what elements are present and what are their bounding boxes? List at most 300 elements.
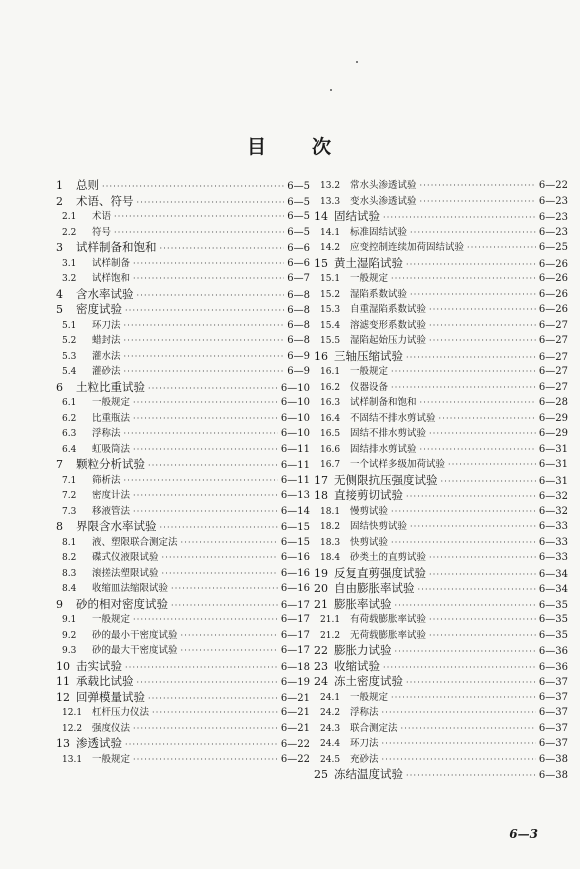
toc-chapter-entry[interactable] [314, 767, 568, 783]
entry-page: 6—15 [280, 536, 310, 548]
toc-section-entry[interactable] [314, 705, 568, 721]
entry-page: 6—37 [538, 691, 568, 703]
dot-leader [429, 567, 536, 583]
dot-leader [406, 489, 536, 505]
entry-page: 6—26 [538, 304, 568, 315]
entry-page: 6—26 [538, 273, 568, 284]
entry-title: 收缩皿法缩限试验 [92, 583, 169, 594]
toc-section-entry[interactable] [56, 721, 310, 737]
toc-section-entry[interactable] [56, 752, 310, 768]
entry-title: 试样制备和饱和 [76, 240, 157, 254]
toc-chapter-entry[interactable] [56, 674, 310, 690]
entry-number: 15.2 [320, 289, 341, 300]
dot-leader [382, 705, 536, 721]
toc-section-entry[interactable] [314, 752, 568, 768]
dot-leader [125, 737, 278, 753]
toc-section-entry[interactable] [314, 628, 568, 644]
toc-chapter-entry[interactable] [56, 457, 310, 473]
toc-section-entry[interactable] [314, 426, 568, 442]
dot-leader [124, 318, 285, 334]
toc-chapter-entry[interactable] [56, 302, 310, 318]
entry-title: 碟式仪液限试验 [92, 552, 159, 563]
entry-number: 24.2 [320, 708, 341, 718]
toc-chapter-entry[interactable] [56, 519, 310, 535]
entry-page: 6—17 [280, 599, 310, 611]
entry-number: 3.2 [62, 274, 77, 284]
entry-title: 冻土密度试验 [334, 674, 403, 688]
entry-page: 6—10 [280, 412, 310, 424]
dot-leader [133, 442, 278, 458]
entry-title: 试样制备 [92, 257, 131, 269]
entry-title: 试样制备和饱和 [350, 397, 417, 408]
entry-page: 6—37 [538, 677, 568, 688]
dot-leader [391, 380, 536, 396]
entry-page: 6—33 [538, 521, 568, 532]
entry-page: 6—28 [538, 397, 568, 408]
entry-page: 6—10 [280, 397, 310, 408]
entry-title: 砂的相对密度试验 [76, 596, 168, 611]
toc-chapter-entry[interactable] [56, 194, 310, 210]
entry-page: 6—15 [280, 522, 310, 533]
toc-section-entry[interactable] [314, 411, 568, 427]
entry-title: 颗粒分析试验 [76, 457, 145, 471]
toc-section-entry[interactable] [56, 318, 310, 334]
entry-title: 一般规定 [350, 691, 389, 703]
entry-number: 17 [314, 473, 328, 487]
dot-leader [406, 675, 536, 691]
entry-title: 术语、符号 [76, 193, 134, 208]
entry-title: 直接剪切试验 [334, 488, 403, 502]
entry-title: 砂的最小干密度试验 [92, 629, 178, 641]
toc-section-entry[interactable] [56, 504, 310, 520]
dot-leader [383, 210, 536, 226]
dot-leader [124, 333, 285, 349]
entry-title: 三轴压缩试验 [334, 348, 403, 363]
entry-number: 11 [56, 675, 70, 688]
entry-title: 总则 [76, 178, 99, 192]
entry-page: 6—34 [538, 584, 568, 595]
entry-title: 湿陷起始压力试验 [350, 335, 427, 346]
entry-number: 22 [314, 644, 328, 657]
entry-title: 滚搓法塑限试验 [92, 567, 159, 579]
toc-title-char-2: 次 [312, 136, 334, 158]
entry-title: 慢剪试验 [350, 505, 389, 517]
toc-section-entry[interactable] [56, 225, 310, 241]
dot-leader [171, 581, 278, 597]
entry-page: 6—27 [538, 335, 568, 346]
toc-section-entry[interactable] [56, 628, 310, 644]
entry-title: 自由膨胀率试验 [334, 581, 415, 595]
entry-page: 6—9 [287, 366, 310, 377]
toc-chapter-entry[interactable] [56, 240, 310, 256]
toc-section-entry[interactable] [314, 690, 568, 706]
toc-section-entry[interactable] [56, 256, 310, 272]
dot-leader [181, 643, 278, 659]
toc-section-entry[interactable] [314, 318, 568, 334]
toc-section-entry[interactable] [56, 395, 310, 411]
entry-page: 6—8 [287, 289, 310, 301]
toc-chapter-entry[interactable] [314, 566, 568, 582]
entry-page: 6—9 [287, 350, 310, 362]
dot-leader [114, 225, 284, 241]
entry-number: 21.2 [320, 630, 341, 641]
entry-title: 比重瓶法 [92, 412, 131, 424]
toc-chapter-entry[interactable] [314, 643, 568, 659]
entry-number: 9.1 [62, 615, 77, 625]
dot-leader [401, 721, 536, 737]
toc-chapter-entry[interactable] [314, 209, 568, 225]
entry-title: 灌砂法 [92, 366, 121, 377]
dot-leader [410, 287, 536, 303]
dot-leader [429, 612, 536, 628]
toc-section-entry[interactable] [56, 535, 310, 551]
entry-title: 环刀法 [350, 738, 379, 749]
entry-number: 25 [314, 768, 328, 781]
dot-leader [162, 566, 278, 582]
dot-leader [391, 690, 536, 706]
entry-page: 6—26 [538, 258, 568, 270]
entry-page: 6—33 [538, 536, 568, 548]
dot-leader [391, 271, 536, 287]
entry-page: 6—18 [280, 661, 310, 673]
entry-title: 不固结不排水剪试验 [350, 412, 436, 424]
entry-title: 一个试样多级加荷试验 [350, 459, 446, 470]
dot-leader [406, 350, 536, 366]
entry-number: 5 [56, 303, 63, 316]
entry-page: 6—6 [287, 243, 310, 254]
toc-left-column [56, 178, 310, 767]
entry-title: 一般规定 [92, 397, 131, 408]
entry-page: 6—23 [538, 195, 568, 207]
dot-leader [439, 411, 536, 427]
entry-number: 10 [56, 659, 70, 673]
entry-number: 18.4 [320, 553, 341, 563]
toc-chapter-entry[interactable] [56, 659, 310, 675]
toc-section-entry[interactable] [314, 271, 568, 287]
toc-chapter-entry[interactable] [314, 674, 568, 690]
entry-page: 6—17 [280, 645, 310, 656]
entry-title: 快剪试验 [350, 536, 389, 548]
toc-chapter-entry[interactable] [56, 178, 310, 194]
toc-section-entry[interactable] [314, 535, 568, 551]
entry-title: 土粒比重试验 [76, 379, 145, 394]
entry-number: 16.1 [320, 367, 341, 377]
entry-title: 固结快剪试验 [350, 521, 408, 532]
entry-title: 固结排水剪试验 [350, 443, 417, 455]
entry-number: 12 [56, 690, 70, 704]
toc-section-entry[interactable] [56, 581, 310, 597]
entry-page: 6—29 [538, 412, 568, 424]
entry-number: 24.1 [320, 692, 341, 703]
entry-number: 18.3 [320, 537, 341, 548]
entry-number: 8.4 [62, 584, 77, 594]
entry-page: 6—32 [538, 505, 568, 517]
entry-title: 含水率试验 [76, 286, 134, 301]
toc-section-entry[interactable] [314, 550, 568, 566]
dot-leader [429, 426, 536, 442]
entry-number: 24 [314, 675, 328, 688]
dot-leader [429, 550, 536, 566]
toc-section-entry[interactable] [314, 225, 568, 241]
entry-title: 浮称法 [350, 707, 379, 718]
toc-section-entry[interactable] [314, 364, 568, 380]
entry-title: 固结试验 [334, 209, 380, 223]
entry-title: 蜡封法 [92, 335, 121, 346]
entry-page: 6—19 [280, 677, 310, 688]
entry-page: 6—26 [538, 288, 568, 300]
entry-title: 冻结温度试验 [334, 767, 403, 781]
toc-section-entry[interactable] [56, 209, 310, 225]
entry-page: 6—21 [280, 692, 310, 704]
entry-number: 16.2 [320, 382, 341, 393]
entry-title: 砂类土的直剪试验 [350, 552, 427, 563]
dot-leader [114, 209, 284, 225]
entry-title: 强度仪法 [92, 722, 131, 734]
toc-title [0, 132, 580, 159]
entry-title: 一般规定 [350, 366, 389, 377]
dot-leader [133, 488, 278, 504]
toc-section-entry[interactable] [314, 380, 568, 396]
toc-section-entry[interactable] [56, 705, 310, 721]
entry-number: 6.1 [62, 398, 77, 408]
entry-page: 6—38 [538, 753, 568, 765]
toc-section-entry[interactable] [314, 504, 568, 520]
entry-page: 6—8 [287, 305, 310, 316]
entry-number: 6.4 [62, 444, 77, 455]
entry-number: 7 [56, 458, 63, 471]
toc-chapter-entry[interactable] [314, 597, 568, 613]
dot-leader [467, 240, 536, 256]
toc-section-entry[interactable] [314, 178, 568, 194]
dot-leader [137, 195, 285, 211]
entry-title: 筛析法 [92, 474, 121, 486]
dot-leader [429, 333, 536, 349]
toc-chapter-entry[interactable] [56, 690, 310, 706]
entry-number: 7.1 [62, 475, 77, 486]
entry-page: 6—27 [538, 381, 568, 393]
entry-title: 无侧限抗压强度试验 [334, 472, 438, 487]
entry-number: 24.3 [320, 723, 341, 734]
toc-section-entry[interactable] [314, 240, 568, 256]
entry-page: 6—36 [538, 661, 568, 673]
entry-number: 13 [56, 737, 70, 750]
toc-chapter-entry[interactable] [314, 581, 568, 597]
entry-page: 6—21 [280, 707, 310, 718]
entry-number: 6.2 [62, 413, 77, 424]
entry-number: 14 [314, 210, 328, 223]
dot-leader [148, 458, 278, 474]
entry-number: 20 [314, 582, 328, 595]
entry-number: 4 [56, 287, 63, 301]
toc-chapter-entry[interactable] [56, 287, 310, 303]
dot-leader [160, 520, 278, 536]
scan-speck [330, 89, 332, 91]
dot-leader [391, 504, 536, 520]
entry-page: 6—5 [287, 211, 310, 222]
dot-leader [429, 628, 536, 644]
entry-number: 2 [56, 194, 63, 208]
dot-leader [418, 582, 536, 598]
toc-section-entry[interactable] [56, 643, 310, 659]
entry-number: 14.1 [320, 227, 341, 238]
toc-section-entry[interactable] [314, 442, 568, 458]
entry-page: 6—37 [538, 738, 568, 749]
toc-section-entry[interactable] [314, 457, 568, 473]
toc-section-entry[interactable] [56, 333, 310, 349]
entry-page: 6—37 [538, 707, 568, 718]
entry-title: 固结不排水剪试验 [350, 428, 427, 439]
entry-title: 黄土湿陷试验 [334, 255, 403, 270]
toc-section-entry[interactable] [314, 287, 568, 303]
entry-page: 6—21 [280, 722, 310, 734]
entry-page: 6—32 [538, 491, 568, 502]
entry-page: 6—5 [287, 226, 310, 238]
entry-title: 灌水法 [92, 350, 121, 362]
dot-leader [429, 318, 536, 334]
dot-leader [133, 395, 278, 411]
entry-number: 13.1 [62, 754, 83, 765]
toc-right-column [314, 178, 568, 783]
toc-chapter-entry[interactable] [56, 380, 310, 396]
toc-section-entry[interactable] [56, 271, 310, 287]
entry-title: 膨胀力试验 [334, 643, 392, 657]
entry-number: 23 [314, 659, 328, 673]
entry-title: 溶滤变形系数试验 [350, 319, 427, 331]
dot-leader [406, 257, 536, 273]
dot-leader [382, 752, 536, 768]
entry-number: 3 [56, 241, 63, 254]
dot-leader [410, 225, 536, 241]
dot-leader [133, 612, 278, 628]
toc-section-entry[interactable] [314, 721, 568, 737]
entry-page: 6—35 [538, 614, 568, 625]
entry-page: 6—11 [280, 474, 310, 486]
entry-page: 6—8 [287, 319, 310, 331]
entry-title: 湿陷系数试验 [350, 288, 408, 300]
toc-chapter-entry[interactable] [56, 597, 310, 613]
entry-title: 充砂法 [350, 753, 379, 765]
entry-title: 浮称法 [92, 428, 121, 439]
dot-leader [181, 628, 278, 644]
dot-leader [410, 519, 536, 535]
entry-number: 5.3 [62, 351, 77, 362]
toc-section-entry[interactable] [314, 194, 568, 210]
entry-number: 24.4 [320, 739, 341, 749]
toc-chapter-entry[interactable] [314, 659, 568, 675]
entry-page: 6—31 [538, 475, 568, 487]
entry-title: 收缩试验 [334, 658, 380, 673]
entry-title: 仪器设备 [350, 381, 389, 393]
entry-page: 6—27 [538, 366, 568, 377]
toc-section-entry[interactable] [314, 519, 568, 535]
entry-number: 15.4 [320, 320, 341, 331]
entry-page: 6—10 [280, 428, 310, 439]
dot-leader [133, 752, 278, 768]
toc-section-entry[interactable] [314, 612, 568, 628]
toc-chapter-entry[interactable] [314, 349, 568, 365]
entry-page: 6—23 [538, 212, 568, 223]
entry-page: 6—6 [287, 257, 310, 269]
entry-page: 6—5 [287, 196, 310, 208]
entry-number: 16.6 [320, 444, 341, 455]
toc-chapter-entry[interactable] [314, 473, 568, 489]
entry-number: 24.5 [320, 754, 341, 765]
toc-section-entry[interactable] [56, 550, 310, 566]
toc-section-entry[interactable] [56, 411, 310, 427]
entry-title: 砂的最大干密度试验 [92, 645, 178, 656]
toc-section-entry[interactable] [56, 364, 310, 380]
entry-title: 一般规定 [92, 753, 131, 765]
toc-chapter-entry[interactable] [56, 736, 310, 752]
toc-section-entry[interactable] [56, 426, 310, 442]
entry-title: 环刀法 [92, 319, 121, 331]
entry-title: 术语 [92, 211, 112, 222]
dot-leader [171, 598, 278, 614]
entry-page: 6—16 [280, 552, 310, 563]
entry-number: 8.3 [62, 568, 77, 579]
toc-section-entry[interactable] [56, 473, 310, 489]
dot-leader [382, 736, 536, 752]
toc-chapter-entry[interactable] [314, 488, 568, 504]
toc-section-entry[interactable] [314, 302, 568, 318]
dot-leader [102, 179, 284, 195]
page-number: 6—3 [509, 827, 538, 841]
entry-page: 6—22 [280, 739, 310, 750]
entry-page: 6—11 [280, 443, 310, 455]
dot-leader [137, 288, 285, 304]
toc-section-entry[interactable] [314, 333, 568, 349]
toc-section-entry[interactable] [56, 612, 310, 628]
dot-leader [429, 302, 536, 318]
dot-leader [133, 411, 278, 427]
dot-leader [124, 349, 285, 365]
entry-title: 应变控制连续加荷固结试验 [350, 242, 465, 253]
dot-leader [395, 598, 536, 614]
entry-page: 6—5 [287, 181, 310, 192]
dot-leader [148, 691, 278, 707]
entry-title: 联合测定法 [350, 722, 398, 734]
toc-section-entry[interactable] [56, 488, 310, 504]
toc-section-entry[interactable] [56, 442, 310, 458]
toc-section-entry[interactable] [314, 395, 568, 411]
entry-number: 2.1 [62, 212, 77, 222]
entry-page: 6—22 [280, 753, 310, 765]
dot-leader [152, 705, 278, 721]
entry-title: 膨胀率试验 [334, 596, 392, 611]
entry-title: 无荷载膨胀率试验 [350, 629, 427, 641]
entry-number: 5.4 [62, 367, 77, 377]
toc-section-entry[interactable] [56, 349, 310, 365]
toc-section-entry[interactable] [56, 566, 310, 582]
entry-number: 16.3 [320, 398, 341, 408]
dot-leader [133, 721, 278, 737]
toc-chapter-entry[interactable] [314, 256, 568, 272]
dot-leader [391, 364, 536, 380]
entry-number: 9.2 [62, 630, 77, 641]
entry-number: 5.2 [62, 336, 77, 346]
entry-page: 6—31 [538, 443, 568, 455]
entry-title: 反复直剪强度试验 [334, 565, 426, 580]
dot-leader [160, 241, 285, 257]
entry-page: 6—38 [538, 770, 568, 781]
entry-title: 虹吸筒法 [92, 443, 131, 455]
dot-leader [125, 660, 278, 676]
entry-number: 15.1 [320, 274, 341, 284]
dot-leader [406, 768, 536, 784]
entry-page: 6—14 [280, 505, 310, 517]
toc-section-entry[interactable] [314, 736, 568, 752]
entry-number: 15.5 [320, 336, 341, 346]
